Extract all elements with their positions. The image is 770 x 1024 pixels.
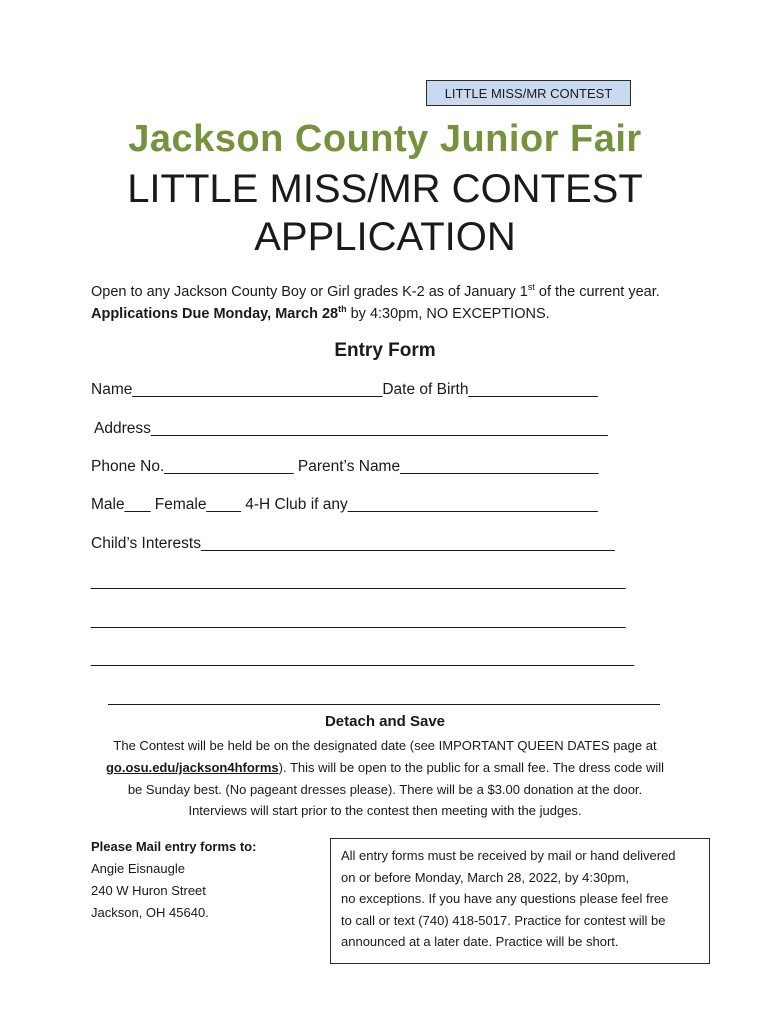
notice-line4: to call or text (740) 418-5017. Practice for contest will be (341, 912, 666, 928)
contest-info-line1: The Contest will be held be on the designated date (see IMPORTANT QUEEN DATES page at (113, 738, 657, 753)
eligibility-text (91, 282, 660, 300)
due-date-text (91, 304, 550, 322)
mail-heading: Please Mail entry forms to: (91, 839, 257, 854)
due-date-rest: by 4:30pm, NO EXCEPTIONS. (346, 305, 550, 322)
interests-blank-3[interactable]: _______________________________________________________________ (91, 650, 635, 667)
interests-row[interactable]: Child’s Interests________________________________________________ (91, 535, 615, 552)
entry-form-title: Entry Form (334, 340, 436, 361)
contest-info-line2 (40, 760, 730, 775)
mail-city: Jackson, OH 45640. (91, 905, 209, 920)
fair-name: Jackson County Junior Fair (128, 118, 642, 160)
interests-blank-2[interactable]: ______________________________________________________________ (91, 612, 626, 629)
mail-name: Angie Eisnaugle (91, 861, 185, 876)
mail-street: 240 W Huron Street (91, 883, 206, 898)
eligibility-sup: st (527, 282, 535, 292)
deadline-notice-box (330, 838, 710, 964)
eligibility-text-a: Open to any Jackson County Boy or Girl grades K-2 as of January 1 (91, 283, 528, 300)
due-date-bold: Applications Due Monday, March 28 (91, 305, 339, 322)
interests-blank-1[interactable]: ______________________________________________________________ (91, 573, 626, 590)
contest-tag: LITTLE MISS/MR CONTEST (426, 80, 631, 106)
contest-info-line4: Interviews will start prior to the contest then meeting with the judges. (188, 803, 582, 818)
notice-line2: on or before Monday, March 28, 2022, by 4:30pm, (341, 869, 630, 885)
name-dob-row[interactable]: Name_____________________________Date of Birth_______________ (91, 381, 598, 398)
contest-info-line3: be Sunday best. (No pageant dresses please). There will be a $3.00 donation at the door. (127, 782, 643, 797)
eligibility-text-b: of the current year. (534, 283, 660, 300)
phone-parent-row[interactable]: Phone No._______________ Parent’s Name_______________________ (91, 458, 599, 475)
gender-club-row[interactable]: Male___ Female____ 4-H Club if any_____________________________ (91, 496, 598, 513)
page-title-line1: LITTLE MISS/MR CONTEST (127, 167, 643, 211)
notice-line1: All entry forms must be received by mail or hand delivered (341, 848, 676, 863)
page-title-line2: APPLICATION (254, 215, 516, 259)
detach-line (108, 704, 660, 705)
address-row[interactable]: Address_____________________________________________________ (94, 420, 608, 437)
detach-title: Detach and Save (324, 713, 446, 730)
forms-link[interactable]: go.osu.edu/jackson4hforms (105, 760, 279, 775)
contest-info-line2-rest: ). This will be open to the public for a small fee. The dress code will (278, 760, 665, 775)
notice-line5: announced at a later date. Practice will be short. (341, 934, 619, 949)
due-date-sup: th (338, 304, 347, 314)
notice-line3: no exceptions. If you have any questions please feel free (341, 891, 669, 906)
